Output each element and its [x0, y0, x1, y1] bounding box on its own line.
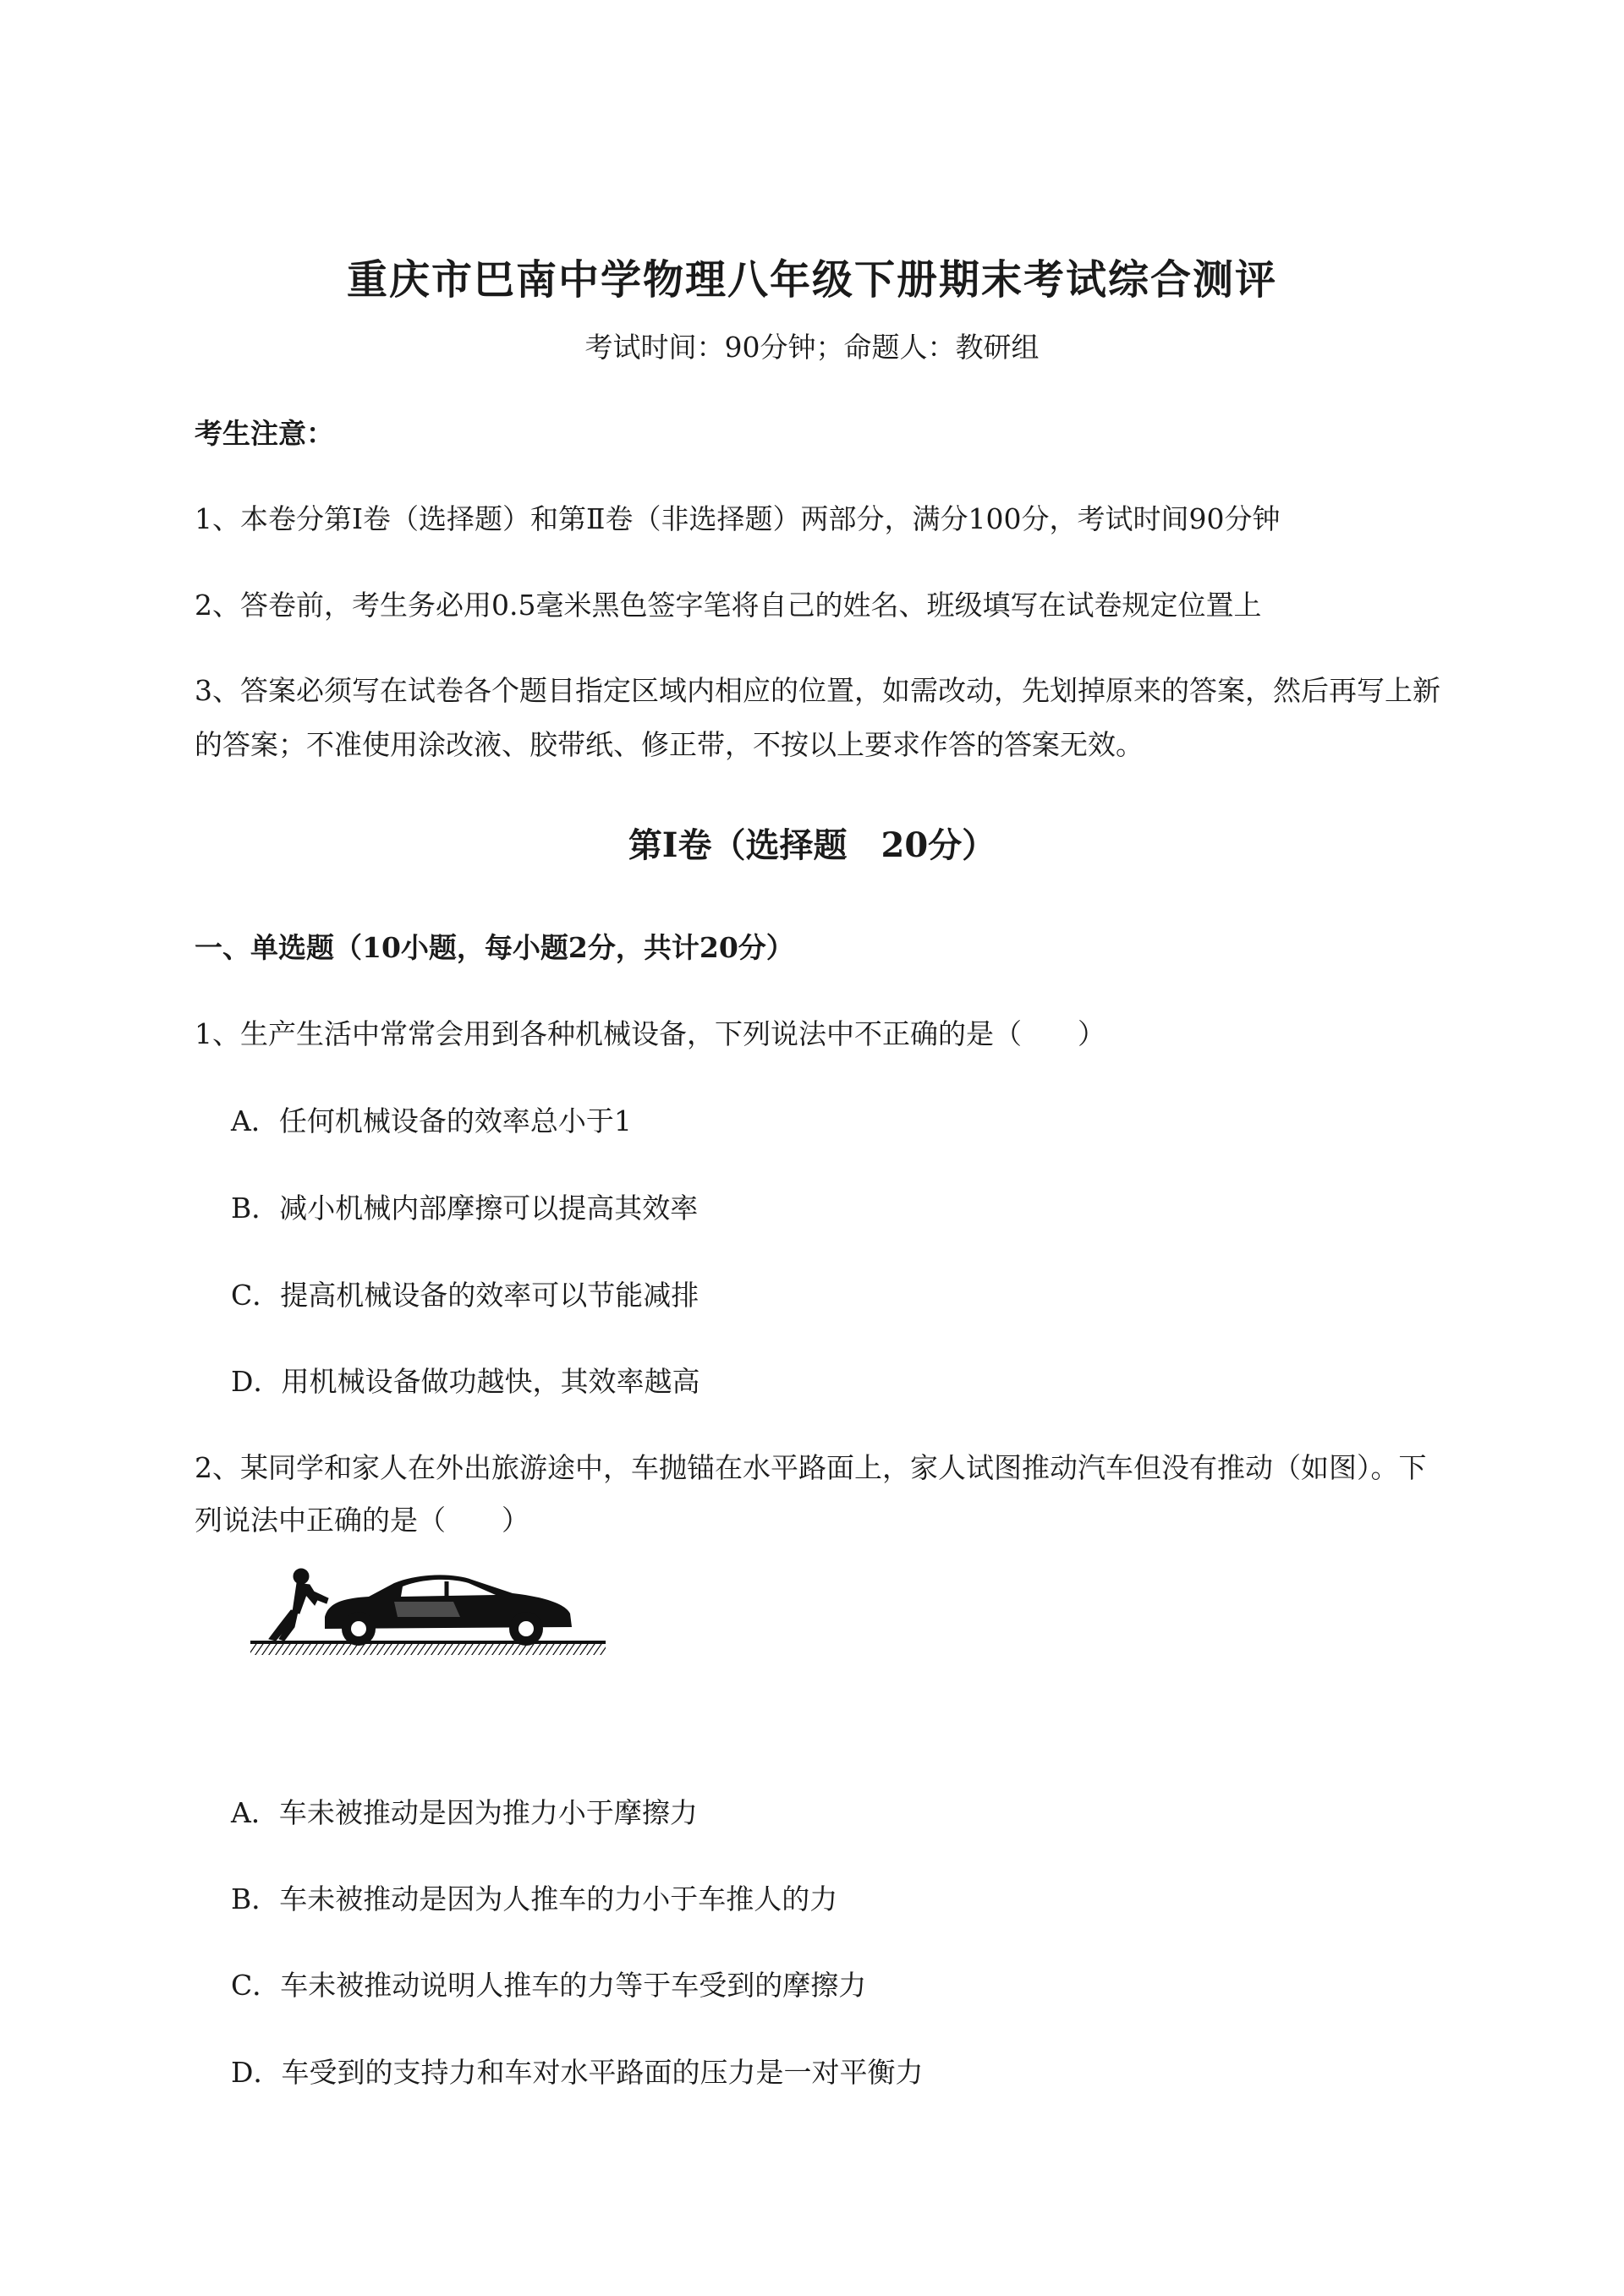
exam-subtitle: 考试时间：90分钟；命题人：教研组 [584, 331, 1040, 364]
option-b: B．减小机械内部摩擦可以提高其效率 [231, 1192, 699, 1225]
option-c: C．提高机械设备的效率可以节能减排 [231, 1279, 700, 1312]
option-a: A．任何机械设备的效率总小于1 [231, 1104, 632, 1137]
notice-item: 的答案；不准使用涂改液、胶带纸、修正带，不按以上要求作答的答案无效。 [195, 728, 1144, 761]
option-b: B．车未被推动是因为人推车的力小于车推人的力 [231, 1882, 838, 1915]
person-figure [269, 1569, 328, 1641]
option-d: D．用机械设备做功越快，其效率越高 [231, 1365, 700, 1398]
option-a: A．车未被推动是因为推力小于摩擦力 [231, 1796, 698, 1829]
question-stem: 2、某同学和家人在外出旅游途中，车抛锚在水平路面上，家人试图推动汽车但没有推动（如图）。下 [195, 1451, 1427, 1484]
exam-title: 重庆市巴南中学物理八年级下册期末考试综合测评 [346, 256, 1277, 304]
ground-hatching [250, 1644, 606, 1655]
car-figure [325, 1575, 572, 1646]
notice-heading: 考生注意： [195, 417, 334, 450]
section-title: 第I卷（选择题 20分） [628, 825, 996, 865]
question-stem: 列说法中正确的是（ ） [195, 1504, 529, 1537]
notice-item: 2、答卷前，考生务必用0.5毫米黑色签字笔将自己的姓名、班级填写在试卷规定位置上 [195, 589, 1262, 622]
question-stem: 1、生产生活中常常会用到各种机械设备，下列说法中不正确的是（ ） [195, 1017, 1106, 1050]
notice-item: 3、答案必须写在试卷各个题目指定区域内相应的位置，如需改动，先划掉原来的答案，然后再写上新 [195, 674, 1440, 707]
person-pushing-car-illustration [250, 1564, 606, 1658]
notice-item: 1、本卷分第I卷（选择题）和第Ⅱ卷（非选择题）两部分，满分100分，考试时间90分钟 [195, 502, 1281, 535]
option-c: C．车未被推动说明人推车的力等于车受到的摩擦力 [231, 1969, 867, 2002]
option-d: D．车受到的支持力和车对水平路面的压力是一对平衡力 [231, 2056, 924, 2089]
part-heading: 一、单选题（10小题，每小题2分，共计20分） [195, 931, 794, 964]
